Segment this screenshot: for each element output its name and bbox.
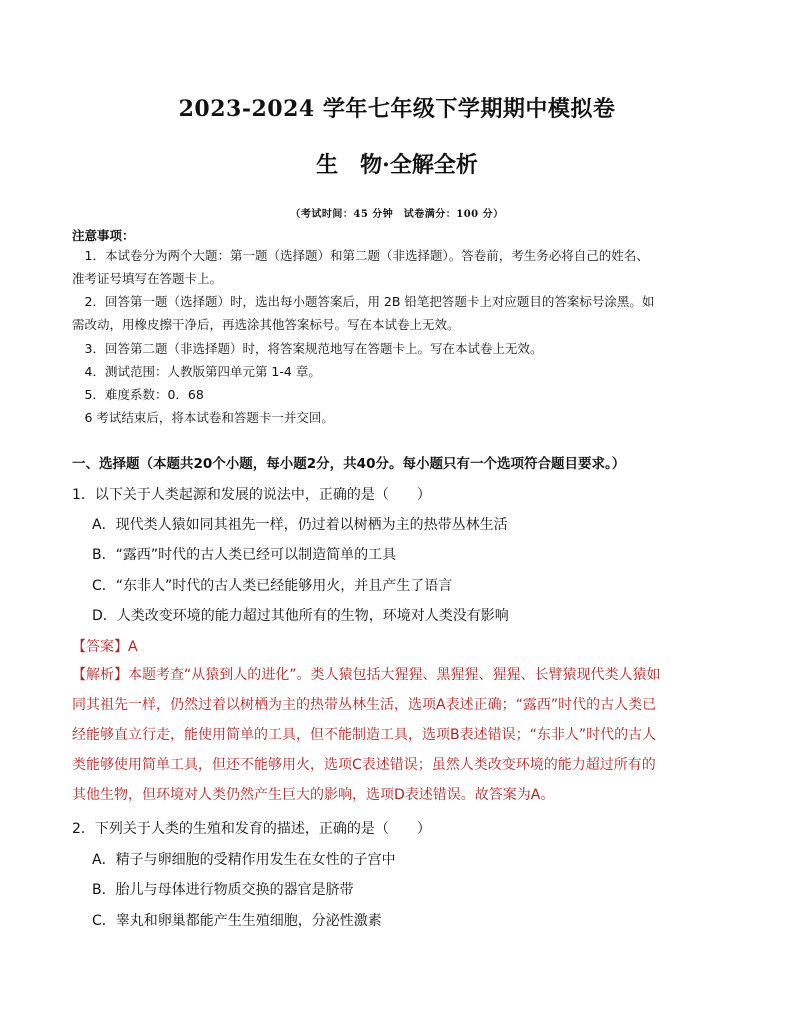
answer-label: 【答案】 <box>72 639 128 655</box>
question-option: A．现代类人猿如同其祖先一样，仍过着以树栖为主的热带丛林生活 <box>92 517 508 533</box>
notice-line: 需改动，用橡皮擦干净后，再选涂其他答案标号。写在本试卷上无效。 <box>72 317 460 332</box>
notice-line: 6 考试结束后，将本试卷和答题卡一并交回。 <box>72 410 334 425</box>
analysis-line: 其他生物，但环境对人类仍然产生巨大的影响，选项D表述错误。故答案为A。 <box>72 787 555 803</box>
question-option: B．“露西”时代的古人类已经可以制造简单的工具 <box>92 547 397 563</box>
notice-line: 4．测试范围：人教版第四单元第 1-4 章。 <box>72 364 321 379</box>
question-option: B．胎儿与母体进行物质交换的器官是脐带 <box>92 882 354 898</box>
analysis-line: 类能够使用简单工具，但还不能够用火，选项C表述错误；虽然人类改变环境的能力超过所有的 <box>72 757 656 773</box>
analysis-label: 【解析】 <box>72 667 128 683</box>
notice-heading: 注意事项： <box>72 228 135 243</box>
analysis-line <box>72 660 722 690</box>
page-title: 2023-2024 学年七年级下学期期中模拟卷 <box>178 96 616 122</box>
notice-line: 准考证号填写在答题卡上。 <box>72 271 223 286</box>
analysis-line: 同其祖先一样，仍然过着以树栖为主的热带丛林生活，选项A表述正确；“露西”时代的古人类已 <box>72 697 657 713</box>
question-option: C．睾丸和卵巢都能产生生殖细胞，分泌性激素 <box>92 913 382 929</box>
analysis-text: 本题考查“从猿到人的进化”。类人猿包括大猩猩、黑猩猩、猩猩、长臂猿现代类人猿如 <box>128 667 661 683</box>
analysis-block <box>72 660 722 810</box>
notice-line: 1．本试卷分为两个大题：第一题（选择题）和第二题（非选择题）。答卷前，考生务必将自己的姓名、 <box>72 248 649 263</box>
question-stem: 2．下列关于人类的生殖和发育的描述，正确的是（ ） <box>72 821 431 837</box>
analysis-line: 经能够直立行走，能使用简单的工具，但不能制造工具，选项B表述错误；“东非人”时代的古人 <box>72 727 657 743</box>
notice-line: 2．回答第一题（选择题）时，选出每小题答案后，用 2B 铅笔把答题卡上对应题目的答案标号涂黑。如 <box>72 294 655 309</box>
answer-value: A <box>128 639 138 655</box>
question-option: C．“东非人”时代的古人类已经能够用火，并且产生了语言 <box>92 578 453 594</box>
exam-info: （考试时间：45 分钟 试卷满分：100 分） <box>290 209 504 220</box>
question-stem: 1．以下关于人类起源和发展的说法中，正确的是（ ） <box>72 487 431 503</box>
answer-line <box>72 636 138 656</box>
notice-line: 5．难度系数：0．68 <box>72 387 204 402</box>
page-subtitle: 生 物·全解全析 <box>316 152 478 178</box>
notice-line: 3．回答第二题（非选择题）时，将答案规范地写在答题卡上。写在本试卷上无效。 <box>72 341 543 356</box>
question-option: A．精子与卵细胞的受精作用发生在女性的子宫中 <box>92 852 396 868</box>
section-title: 一、选择题（本题共20个小题，每小题2分，共40分。每小题只有一个选项符合题目要求。） <box>72 456 626 472</box>
question-option: D．人类改变环境的能力超过其他所有的生物，环境对人类没有影响 <box>92 608 509 624</box>
